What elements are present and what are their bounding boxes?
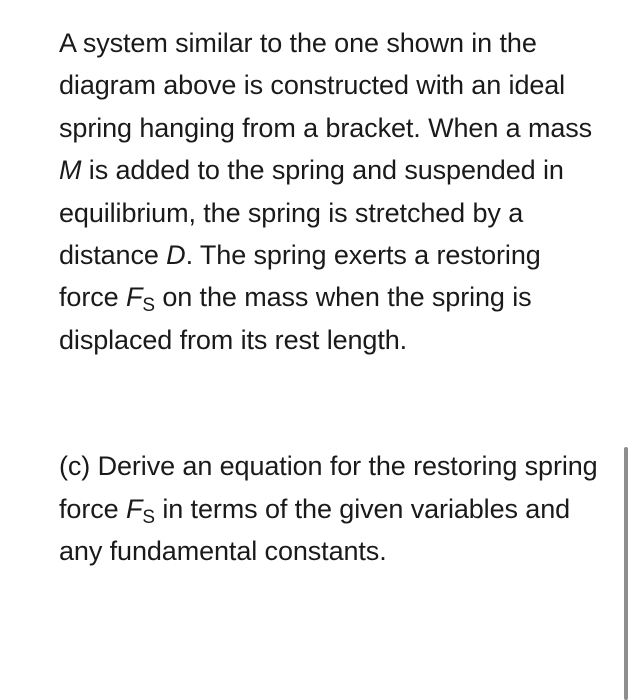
force-subscript: S	[142, 295, 155, 317]
force-variable	[125, 282, 155, 317]
vertical-scrollbar[interactable]	[624, 447, 628, 700]
stem-text-4: on the mass when the spring is displaced from its rest length.	[59, 282, 532, 355]
part-c-force-variable	[125, 493, 155, 528]
stem-text-3: . The spring exerts a restoring force	[59, 240, 541, 313]
force-symbol: F	[125, 282, 143, 313]
stem-text-1: A system similar to the one shown in the diagram above is constructed with an ideal spring hanging from a bracket. When a mass	[59, 28, 593, 143]
mass-variable: M	[59, 155, 82, 186]
stem-text-2: is added to the spring and suspended in equilibrium, the spring is stretched by a distance	[59, 155, 564, 271]
part-c-text-1: (c) Derive an equation for the restoring spring force	[59, 451, 598, 524]
distance-variable: D	[166, 240, 186, 271]
problem-text	[59, 22, 599, 572]
part-c-force-symbol: F	[125, 493, 143, 524]
part-c-question	[59, 445, 599, 572]
part-c-force-subscript: S	[142, 506, 155, 528]
problem-stem	[59, 22, 599, 361]
paragraph-gap	[59, 361, 599, 445]
part-c-text-2: in terms of the given variables and any fundamental constants.	[59, 493, 571, 567]
